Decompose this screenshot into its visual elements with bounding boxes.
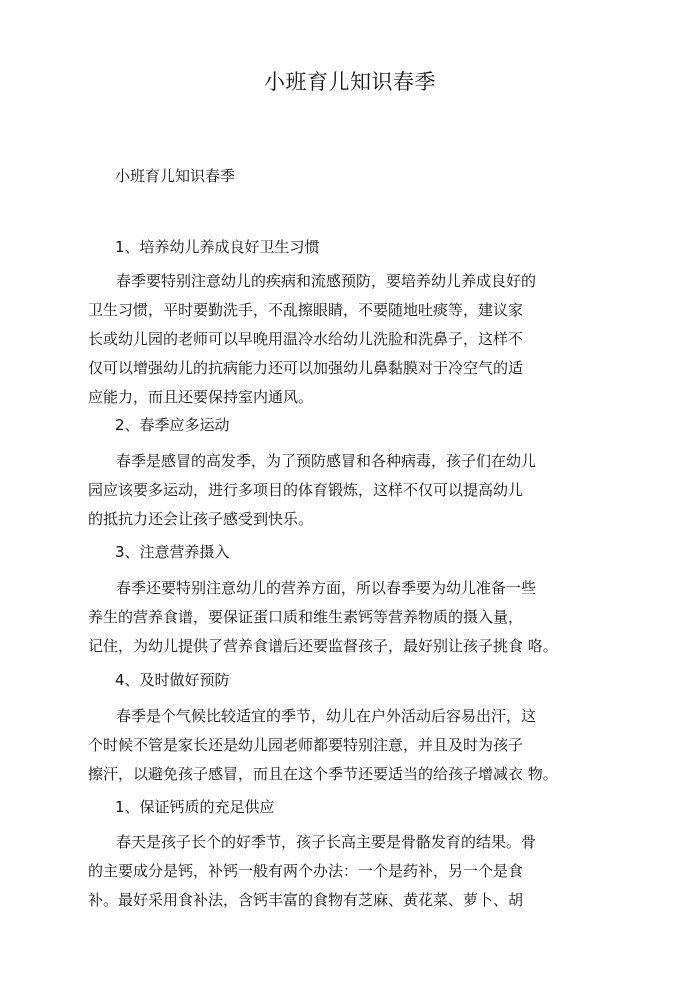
- paragraph-line: 春季是感冒的高发季，为了预防感冒和各种病毒，孩子们在幼儿: [116, 452, 537, 470]
- section-paragraph: [88, 828, 608, 915]
- paragraph-line: 补。最好采用食补法，含钙丰富的食物有芝麻、黄花菜、萝卜、胡: [88, 891, 524, 909]
- section-paragraph: [88, 267, 608, 412]
- section-heading: 1、保证钙质的充足供应: [115, 798, 275, 816]
- section-heading: 4、及时做好预防: [115, 671, 230, 689]
- paragraph-line: 的主要成分是钙，补钙一般有两个办法：一个是药补，另一个是食: [88, 862, 524, 880]
- section-heading: 1、培养幼儿养成良好卫生习惯: [115, 238, 320, 256]
- paragraph-line: 记住，为幼儿提供了营养食谱后还要监督孩子，最好别让孩子挑食 咯。: [88, 637, 558, 655]
- paragraph-line: 个时候不管是家长还是幼儿园老师都要特别注意，并且及时为孩子: [88, 736, 524, 754]
- section-paragraph: [88, 702, 608, 789]
- paragraph-line: 春季是个气候比较适宜的季节，幼儿在户外活动后容易出汗，这: [116, 707, 537, 725]
- paragraph-line: 春季还要特别注意幼儿的营养方面，所以春季要为幼儿准备一些: [116, 579, 537, 597]
- paragraph-line: 春季要特别注意幼儿的疾病和流感预防，要培养幼儿养成良好的: [116, 272, 537, 290]
- paragraph-line: 园应该要多运动，进行多项目的体育锻炼，这样不仅可以提高幼儿: [88, 481, 524, 499]
- paragraph-line: 养生的营养食谱，要保证蛋口质和维生素钙等营养物质的摄入量，: [88, 608, 524, 626]
- document-title: 小班育儿知识春季: [264, 70, 436, 94]
- section-heading: 2、春季应多运动: [115, 416, 230, 434]
- section-paragraph: [88, 574, 608, 661]
- paragraph-line: 擦汗，以避免孩子感冒，而且在这个季节还要适当的给孩子增减衣 物。: [88, 765, 558, 783]
- section-paragraph: [88, 447, 608, 534]
- paragraph-line: 应能力，而且还要保持室内通风。: [88, 388, 314, 406]
- section-heading: 3、注意营养摄入: [115, 543, 230, 561]
- paragraph-line: 长或幼儿园的老师可以早晚用温冷水给幼儿洗脸和洗鼻子，这样不: [88, 330, 524, 348]
- paragraph-line: 仅可以增强幼儿的抗病能力还可以加强幼儿鼻黏膜对于冷空气的适: [88, 359, 524, 377]
- paragraph-line: 的抵抗力还会让孩子感受到快乐。: [88, 510, 314, 528]
- document-subtitle: 小班育儿知识春季: [115, 167, 236, 185]
- paragraph-line: 卫生习惯，平时要勤洗手，不乱擦眼睛，不要随地吐痰等，建议家: [88, 301, 524, 319]
- paragraph-line: 春天是孩子长个的好季节，孩子长高主要是骨骼发育的结果。骨: [116, 833, 537, 851]
